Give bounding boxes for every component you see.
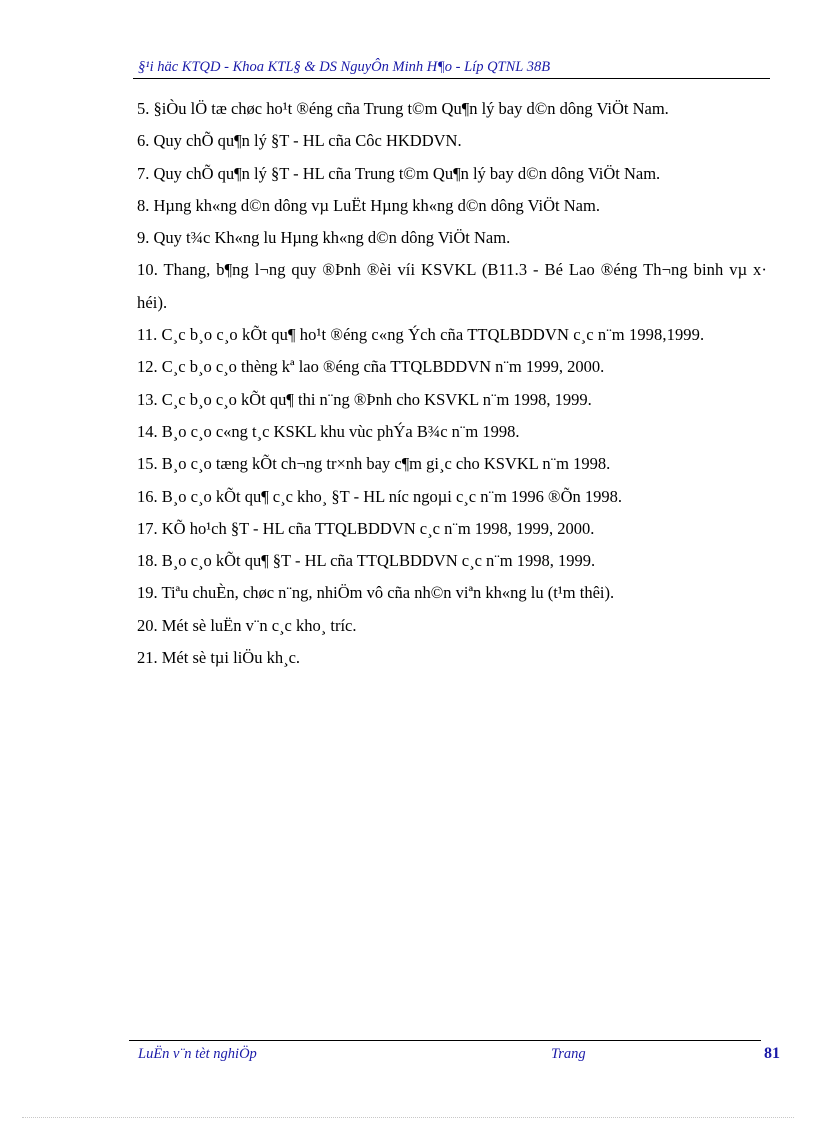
reference-item: 18. B¸o c¸o kÕt qu¶ §T - HL cña TTQLBDDVN c¸c n¨m 1998, 1999. [137,551,596,571]
page-bottom-edge [22,1117,794,1118]
page-header [133,57,770,79]
reference-item: 7. Quy chÕ qu¶n lý §T - HL cña Trung t©m Qu¶n lý bay d©n dông ViÖt Nam. [137,163,661,183]
reference-item: 10. Thang, b¶ng l¬ng quy ®Þnh ®èi víi KSVKL (B11.3 - Bé Lao ®éng Th¬ng binh vµ x· héi). [137,260,767,312]
reference-item: 12. C¸c b¸o c¸o thèng kª lao ®éng cña TTQLBDDVN n¨m 1999, 2000. [137,357,605,377]
reference-item: 15. B¸o c¸o tæng kÕt ch¬ng tr×nh bay c¶m gi¸c cho KSVKL n¨m 1998. [137,454,611,474]
footer-page-label: Trang [551,1046,586,1062]
reference-item: 17. KÕ ho¹ch §T - HL cña TTQLBDDVN c¸c n¨m 1998, 1999, 2000. [137,518,595,538]
header-divider [133,78,770,79]
reference-item: 8. Hµng kh«ng d©n dông vµ LuËt Hµng kh«ng d©n dông ViÖt Nam. [137,195,600,215]
reference-item: 6. Quy chÕ qu¶n lý §T - HL cña Côc HKDDVN. [137,131,462,151]
reference-item: 21. Mét sè tµi liÖu kh¸c. [137,648,301,668]
footer-divider [129,1040,761,1041]
page-footer [129,1040,784,1070]
reference-item: 5. §iÒu lÖ tæ chøc ho¹t ®éng cña Trung t©m Qu¶n lý bay d©n dông ViÖt Nam. [137,99,669,118]
reference-item: 20. Mét sè luËn v¨n c¸c kho¸ tríc. [137,615,357,635]
page-number: 81 [764,1045,780,1062]
reference-item: 14. B¸o c¸o c«ng t¸c KSKL khu vùc phÝa B¾c n¨m 1998. [137,421,520,441]
reference-item: 16. B¸o c¸o kÕt qu¶ c¸c kho¸ §T - HL níc ngoµi c¸c n¨m 1996 ®Õn 1998. [137,486,623,506]
reference-list [137,93,767,674]
footer-thesis-label: LuËn v¨n tèt nghiÖp [138,1046,257,1062]
reference-item: 19. Tiªu chuÈn, chøc n¨ng, nhiÖm vô cña nh©n viªn kh«ng lu (t¹m thêi). [137,583,615,603]
reference-item: 13. C¸c b¸o c¸o kÕt qu¶ thi n¨ng ®Þnh cho KSVKL n¨m 1998, 1999. [137,389,592,409]
reference-item: 11. C¸c b¸o c¸o kÕt qu¶ ho¹t ®éng c«ng Ých cña TTQLBDDVN c¸c n¨m 1998,1999. [137,325,705,345]
reference-item: 9. Quy t¾c Kh«ng lu Hµng kh«ng d©n dông ViÖt Nam. [137,228,511,248]
header-text: §¹i häc KTQD - Khoa KTL§ & DS NguyÔn Minh H¶o - Líp QTNL 38B [138,59,551,75]
